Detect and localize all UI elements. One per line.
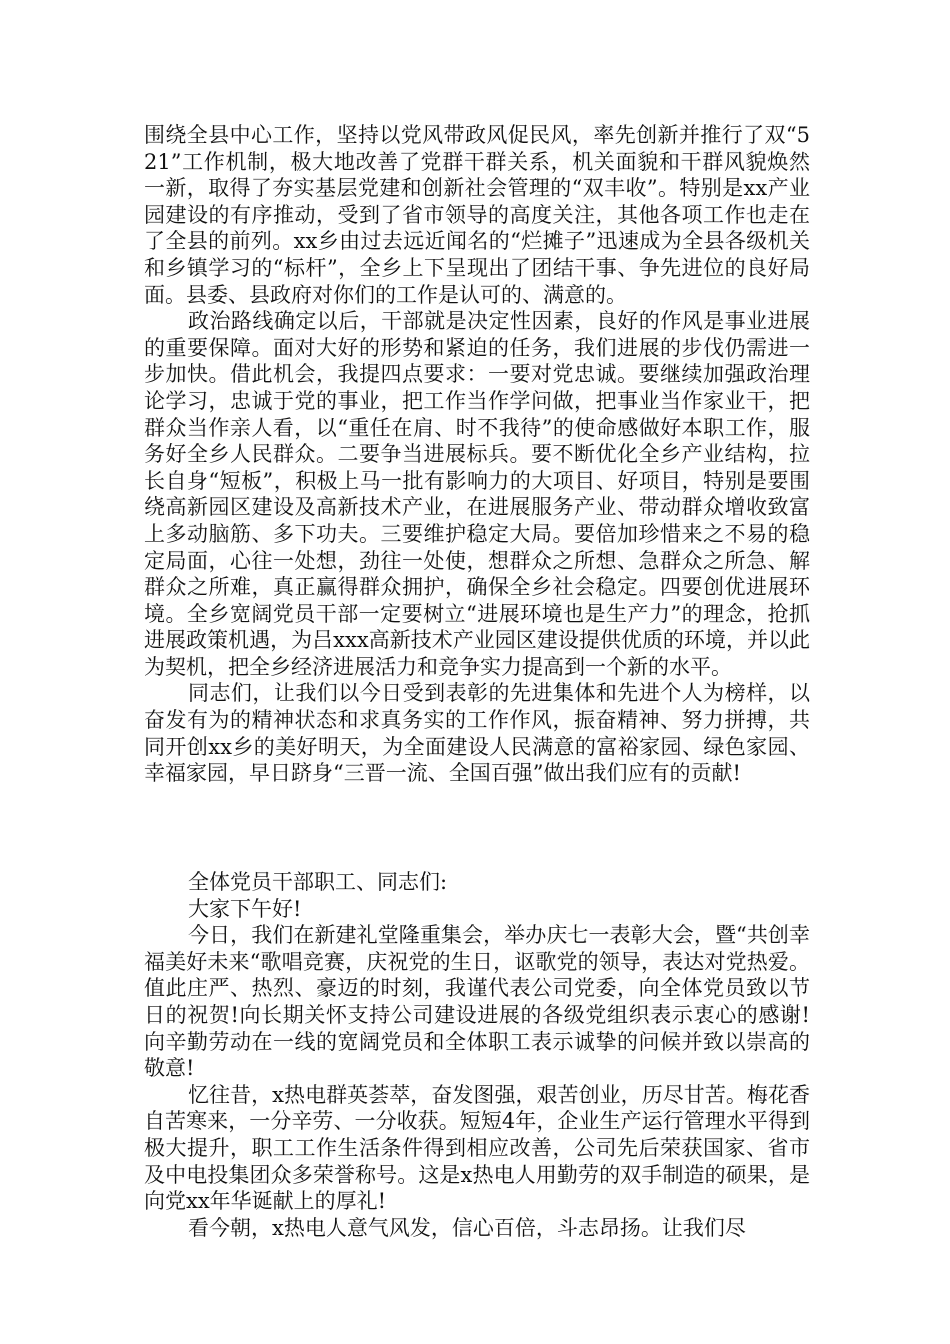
speech-section-2 [144, 869, 810, 1241]
paragraph-look-today: 看今朝，x热电人意气风发，信心百倍，斗志昂扬。让我们尽 [188, 1215, 746, 1240]
paragraph-salutation: 全体党员干部职工、同志们: [188, 870, 448, 894]
paragraph-achievements: 围绕全县中心工作，坚持以党风带政风促民风，率先创新并推行了双“521”工作机制，极大地改善了党群干群关系，机关面貌和干群风貌焕然一新，取得了夯实基层党建和创新社会管理的“双丰收”。特别是xx产业园建设的有序推动，受到了省市领导的高度关注，其他各项工作也走在了全县的前列。xx乡由过去远近闻名的“烂摊子”迅速成为全县各级机关和乡镇学习的“标杆”，全乡上下呈现出了团结干事、争先进位的良好局面。县委、县政府对你们的工作是认可的、满意的。 [144, 123, 810, 307]
speech-section-1 [144, 122, 810, 787]
paragraph-four-requirements: 政治路线确定以后，干部就是决定性因素，良好的作风是事业进展的重要保障。面对大好的形势和紧迫的任务，我们进展的步伐仍需进一步加快。借此机会，我提四点要求：一要对党忠诚。要继续加强政治理论学习，忠诚于党的事业，把工作当作学问做，把事业当作家业干，把群众当作亲人看，以“重任在肩、时不我待”的使命感做好本职工作，服务好全乡人民群众。二要争当进展标兵。要不断优化全乡产业结构，拉长自身“短板”，积极上马一批有影响力的大项目、好项目，特别是要围绕高新园区建设及高新技术产业，在进展服务产业、带动群众增收致富上多动脑筋、多下功夫。三要维护稳定大局。要倍加珍惜来之不易的稳定局面，心往一处想，劲往一处使，想群众之所想、急群众之所急、解群众之所难，真正赢得群众拥护，确保全乡社会稳定。四要创优进展环境。全乡宽阔党员干部一定要树立“进展环境也是生产力”的理念，抢抓进展政策机遇，为吕xxx高新技术产业园区建设提供优质的环境，并以此为契机，把全乡经济进展活力和竞争实力提高到一个新的水平。 [144, 309, 810, 679]
paragraph-recall-past: 忆往昔，x热电群英荟萃，奋发图强，艰苦创业，历尽甘苦。梅花香自苦寒来，一分辛劳、一分收获。短短4年，企业生产运行管理水平得到极大提升，职工工作生活条件得到相应改善，公司先后荣获国家、省市及中电投集团众多荣誉称号。这是x热电人用勤劳的双手制造的硕果，是向党xx年华诞献上的厚礼! [144, 1082, 810, 1214]
paragraph-greeting: 大家下午好! [188, 896, 302, 921]
paragraph-closing-appeal: 同志们，让我们以今日受到表彰的先进集体和先进个人为榜样，以奋发有为的精神状态和求真务实的工作作风，振奋精神、努力拼搏，共同开创xx乡的美好明天，为全面建设人民满意的富裕家园、绿色家园、幸福家园，早日跻身“三晋一流、全国百强”做出我们应有的贡献! [144, 681, 810, 786]
paragraph-today-assembly: 今日，我们在新建礼堂隆重集会，举办庆七一表彰大会，暨“共创幸福美好未来“歌唱竞赛，庆祝党的生日，讴歌党的领导，表达对党热爱。值此庄严、热烈、豪迈的时刻，我谨代表公司党委，向全体党员致以节日的祝贺!向长期关怀支持公司建设进展的各级党组织表示衷心的感谢!向辛勤劳动在一线的宽阔党员和全体职工表示诚挚的问候并致以崇高的敬意! [144, 923, 810, 1081]
